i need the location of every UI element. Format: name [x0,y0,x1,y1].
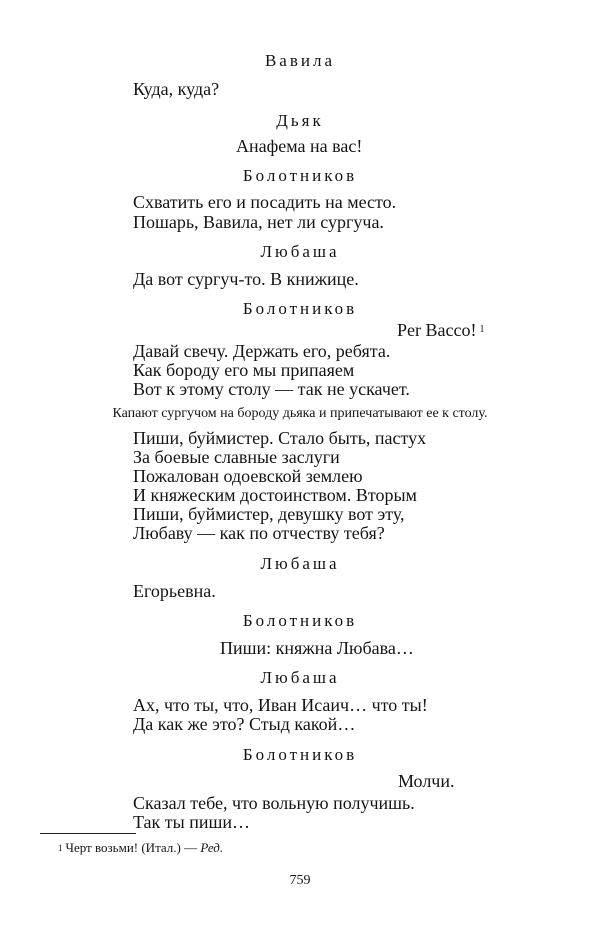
page-number: 759 [289,873,311,888]
aside-text: Per Bacco! [397,320,477,340]
dialogue-line: Схватить его и посадить на место. [133,192,397,212]
footnote-editor: Ред. [200,840,224,855]
speaker-vavila: Вавила [264,51,336,70]
dialogue-line: Да как же это? Стыд какой… [133,714,356,734]
dialogue-line: Ах, что ты, что, Иван Исаич… что ты! [133,695,428,715]
dialogue-line: Пиши, буймистер, девушку вот эту, [133,504,405,524]
footnote-mark: 1 [58,843,63,853]
dialogue-line: Да вот сургуч-то. В книжице. [133,269,359,289]
aside-line: Молчи. [398,771,455,791]
footnote-reference: 1 [479,324,485,335]
aside-line [397,320,484,340]
speaker-lyubasha: Любаша [260,668,340,687]
dialogue-line: Пиши, буймистер. Стало быть, пастух [133,428,427,448]
stage-direction: Капают сургучом на бороду дьяка и припечатывают ее к столу. [112,406,488,421]
dialogue-line: И княжеским достоинством. Вторым [133,485,417,505]
speaker-dyak: Дьяк [276,111,324,130]
speaker-bolotnikov: Болотников [242,611,358,630]
dialogue-line: Анафема на вас! [236,136,363,156]
speaker-bolotnikov: Болотников [242,166,358,185]
dialogue-line: Вот к этому столу — так не ускачет. [133,379,410,399]
dialogue-line: Так ты пиши… [133,812,250,832]
speaker-lyubasha: Любаша [260,554,340,573]
dialogue-line: Давай свечу. Держать его, ребята. [133,341,391,361]
dialogue-line: За боевые славные заслуги [133,447,340,467]
dialogue-line: Егорьевна. [133,581,216,601]
speaker-bolotnikov: Болотников [242,745,358,764]
speaker-lyubasha: Любаша [260,242,340,261]
dialogue-line: Пошарь, Вавила, нет ли сургуча. [133,212,384,232]
dialogue-line: Пожалован одоевской землею [133,466,363,486]
dialogue-line: Как бороду его мы припаяем [133,360,355,380]
dialogue-line: Куда, куда? [133,79,220,99]
footnote-divider [40,833,136,834]
footnote-text: Черт возьми! (Итал.) — [65,840,198,855]
footnote [58,840,223,856]
dialogue-line: Пиши: княжна Любава… [220,638,414,658]
dialogue-line: Сказал тебе, что вольную получишь. [133,793,415,813]
speaker-bolotnikov: Болотников [242,299,358,318]
dialogue-line: Любаву — как по отчеству тебя? [133,523,385,543]
